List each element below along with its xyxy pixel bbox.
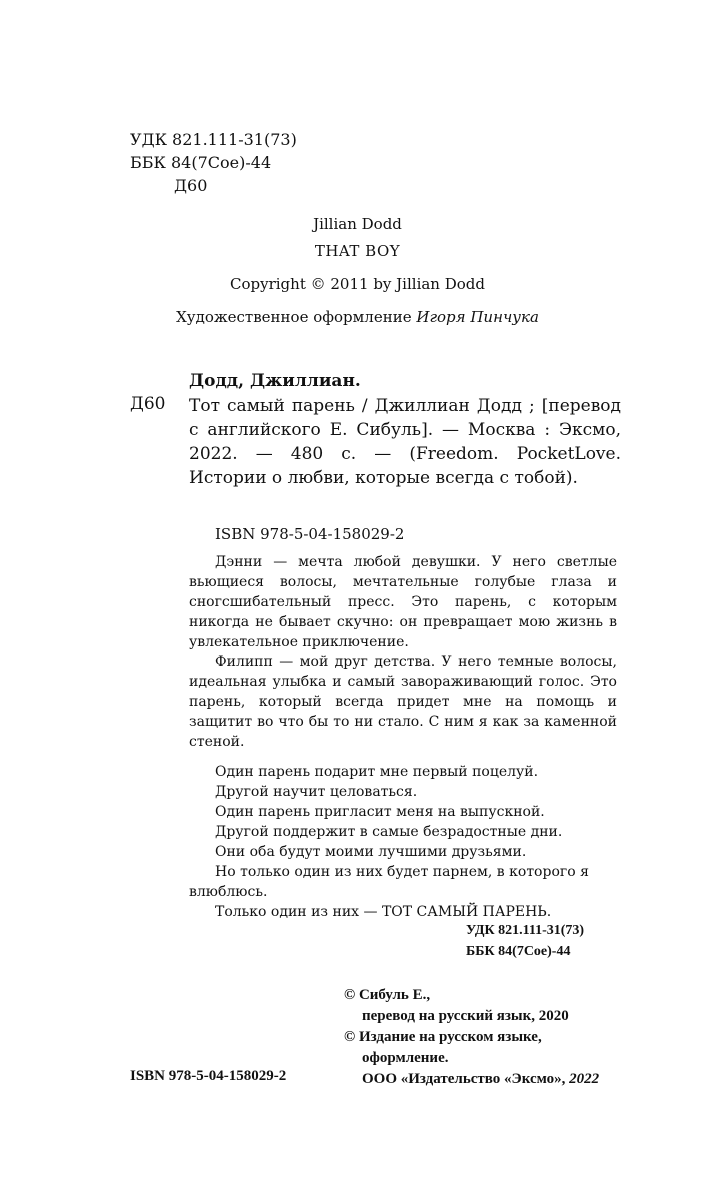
copyright-line: Copyright © 2011 by Jillian Dodd <box>230 275 485 293</box>
imprint-line: оформление. <box>362 1050 449 1066</box>
entry-description: Тот самый парень / Джиллиан Додд ; [перевод с английского Е. Сибуль]. — Москва : Эксмо, 2022. — 480 с. — (Freedom. PocketLove. Истории о любви, которые всегда с тобой). <box>189 396 621 488</box>
verse-line: Один парень подарит мне первый поцелуй. <box>215 764 539 780</box>
entry-isbn: ISBN 978-5-04-158029-2 <box>215 525 405 543</box>
verse-line: Но только один из них будет парнем, в которого я влюблюсь. <box>189 864 589 900</box>
author-mark: Д60 <box>174 176 208 195</box>
publisher-name: ООО «Издательство «Эксмо», <box>362 1071 566 1087</box>
imprint-line: перевод на русский язык, 2020 <box>362 1008 569 1024</box>
classification-top <box>130 128 297 197</box>
isbn-bottom: ISBN 978-5-04-158029-2 <box>130 1068 287 1084</box>
annotation-paragraph: Дэнни — мечта любой девушки. У него светлые вьющиеся волосы, мечтательные голубые глаза и сногсшибательный пресс. Это парень, с которым никогда не бывает скучно: он превращает мою жизнь в увлекательное приключение. <box>189 554 617 650</box>
annotation-paragraph: Филипп — мой друг детства. У него темные волосы, идеальная улыбка и самый завораживающий голос. Это парень, который всегда придет мне на помощь и защитит во что бы то ни стало. С ним я как за каменной стеной. <box>189 654 617 750</box>
imprint-line: © Издание на русском языке, <box>344 1029 542 1045</box>
verse-line: Другой научит целоваться. <box>215 784 418 800</box>
verse-line: Они оба будут моими лучшими друзьями. <box>215 844 527 860</box>
annotation <box>189 552 617 752</box>
verse-line: Один парень пригласит меня на выпускной. <box>215 804 545 820</box>
original-title: THAT BOY <box>314 242 401 260</box>
verse-line: Другой поддержит в самые безрадостные дни. <box>215 824 563 840</box>
imprint-line: © Сибуль Е., <box>344 987 431 1003</box>
original-author: Jillian Dodd <box>313 215 402 233</box>
publisher-year: 2022 <box>569 1071 600 1087</box>
bbk-code: ББК 84(7Сое)-44 <box>130 153 272 172</box>
design-prefix: Художественное оформление <box>176 308 412 326</box>
verse-line: Только один из них — ТОТ САМЫЙ ПАРЕНЬ. <box>215 904 552 920</box>
design-name: Игоря Пинчука <box>416 308 539 326</box>
annotation-verse <box>189 762 617 922</box>
udk-code: УДК 821.111-31(73) <box>130 130 297 149</box>
entry-code: Д60 <box>130 394 166 414</box>
classification-bottom <box>466 920 584 962</box>
design-credit <box>0 308 715 326</box>
udk-code-bottom: УДК 821.111-31(73) <box>466 923 585 938</box>
entry-heading: Додд, Джиллиан. <box>189 371 361 391</box>
imprint-publisher <box>344 1069 599 1090</box>
bbk-code-bottom: ББК 84(7Сое)-44 <box>466 944 571 959</box>
imprint <box>344 985 599 1090</box>
